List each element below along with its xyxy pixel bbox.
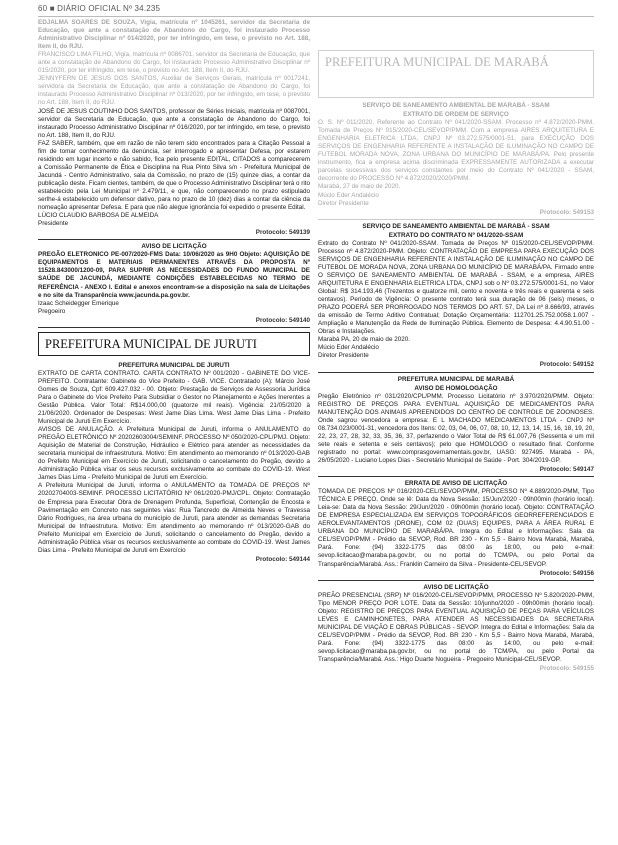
municipality-title-box: PREFEITURA MUNICIPAL DE JURUTI [38, 332, 310, 356]
signatory-role: Presidente [38, 220, 69, 228]
protocol-label: Protocolo: 549152 [539, 361, 594, 369]
faded-notice-2: FRANCISCO LIMA FILHO, Vigia, matrícula nº 0086701, servidor da Secretaria de Educação, que ante a constatação de Abandono do Cargo, foi instaurado Processo Administrativo Disciplinar nº 015/2020, por ter infringido, em tese, o previsto no Art. 188, Item II, do RJU. [38, 51, 310, 75]
left-column [38, 19, 310, 566]
edital-paragraph: FAZ SABER, também, que em razão de não terem sido encontrados para a Citação Pessoal a fim de tomar conhecimento da denúncia, ser interrogado e apresentar Defesa, por estarem residindo em lugar incerto e não sabido, fica pelo presente EDITAL, CITADOS a comparecerem a Comissão Permanente de Ética e Disciplina na Rua Pinto Silva s/n - Prefeitura Municipal de Jacundá - Centro Administrativo, sala da Comissão, no prazo de (15) quinze dias, a contar da publicação deste. Ficam cientes, também, de que o Processo Administrativo Disciplinar terá o rito estabelecido pela Lei Municipal nº 2.479/11, e que, não comparecendo no prazo estipulado serlhe-á estabelecido um defensor dativo, para no prazo de 10 (dez) dias a contar da ciência da nomeação apresentar Defesa. E para que não alegue ignorância foi expedido o presente Edital. [38, 139, 310, 212]
pregao-paragraph: PREGÃO ELETRONICO PE-007/2020-FMS Data: 10/06/2020 as 9H0 Objeto: AQUISIÇÃO DE EQUIPAMENTOS E MATERIAIS PERMANENTES ATRAVÉS DA PROPOSTA Nº 11528.843000/1200-09, PARA SUPRIR AS NECESSIDADES DO FUNDO MUNICIPAL DE SAÚDE DE JACUNDÁ, MEDIANTE CONDIÇÕES ESTABELECIDAS NO TERMO DE REFERÊNCIA - ANEXO I. Edital e anexos encontram-se a disposição na sala de Licitações e no site da Transparência www.jacunda.pa.gov.br. [38, 251, 310, 299]
notice-paragraph: JOSÉ DE JESUS COUTINHO DOS SANTOS, professor de Séries Iniciais, matrícula nº 0087001, servidor da Secretaria de Educação, que ante a constatação de Abandono do Cargo, foi instaurado Processo Administrativo Disciplinar nº 016/2020, por ter infringido, em tese, o previsto no Art. 188, Item II, do RJU. [38, 107, 310, 139]
section-subheading: AVISO DE HOMOLOGAÇÃO [414, 384, 498, 392]
protocol-divider [38, 327, 310, 328]
extrato-paragraph: Extrato do Contrato Nº 041/2020-SSAM. Tomada de Preços Nº 015/2020-CEL/SEVOP/PMM. Processo nº 4.872/2020-PMM. Objeto: CONTRATAÇÃO DE EMPRESA PARA EXECUÇÃO DOS SERVIÇOS DE ENGENHARIA REFERENTE A INSTALAÇÃO DE ILUMINAÇÃO NO CAMPO DE FUTEBOL DE MORADA NOVA, ZONA URBANA DO MUNICÍPIO DE MARABÁ/PA. Firmado entre O SERVIÇO DE SANEAMENTO AMBIENTAL DE MARABÁ - SSAM, e a empresa, AIRES ARQUITETURA E ENGENHARIA ELETRICA LTDA, CNPJ sob o Nº 03.272.575/0001-51, no Valor Global: R$ 314.193,46 (Trezentos e quatorze mil, cento e noventa e três reais e quarenta e seis centavos). Período de Vigência: O presente contrato terá sua duração de 06 (seis) meses, o PRAZO PODERÁ SER PRORROGADO NOS TERMOS DO ART. 57, DA Lei nº 8.666/93, através da emissão de Termo Aditivo Contratual; Dotação Orçamentária: 112701.25.752.0058.1.007 - Ampliação e Manutenção da Rede de Iluminação Pública. Elemento de Despesa: 4.4.90.51.00 - Obras e Instalações. [318, 239, 594, 336]
protocol-label: Protocolo: 549144 [255, 555, 310, 563]
signatory-name: Izaac Scheidegger Emerique [38, 299, 119, 307]
protocol-divider [318, 219, 594, 220]
municipality-title-box: PREFEITURA MUNICIPAL DE MARABÁ [318, 50, 594, 98]
signatory-role: Pregoeiro [38, 307, 66, 315]
section-heading: AVISO DE LICITAÇÃO [141, 243, 207, 251]
faded-notice-1: EDJALMA SOARES DE SOUZA, Vigia, matrícula nº 1045261, servidor da Secretaria de Educação, que ante a constatação de Abandono do Cargo, foi instaurado Processo Administrativo Disciplinar nº 014/2020, por ter infringido, em tese, o previsto no Art. 188, Item II, do RJU. [38, 19, 310, 51]
protocol-divider [318, 580, 594, 581]
protocol-label: Protocolo: 549140 [255, 316, 310, 324]
protocol-label: Protocolo: 549153 [539, 208, 594, 216]
faded-heading: SERVIÇO DE SANEAMENTO AMBIENTAL DE MARABÁ - SSAM [362, 102, 550, 109]
protocol-label: Protocolo: 549147 [539, 466, 594, 474]
page-header: 60 ■ DIÁRIO OFICIAL Nº 34.235 [38, 4, 161, 13]
section-heading: PREFEITURA MUNICIPAL DE MARABÁ [397, 375, 515, 383]
right-column [318, 101, 594, 675]
faded-signatory: Múcio Eder Andalécio [318, 191, 379, 199]
carta-contrato-paragraph: EXTRATO DE CARTA CONTRATO. CARTA CONTRATO Nº 001/2020 - GABINETE DO VICE-PREFEITO. Contratante: Gabinete do Vice Prefeito - GAB. VICE. Contratado (A): Márcio José Gomes de Souza, Cpf: 609.427.032 - 00. Objeto: Prestação de Serviços de Assessoria Jurídica Para o Gabinete do Vice Prefeito Para Subsidiar o Gestor no Planejamento e Ações Inerentes a Gestão Pública. Valor Total: R$14.000,00 (quatorze mil reais). Vigência: 21/05/2020 à 21/06/2020. Ordenador de Despesas: West Jame Dias Lima. West Jame Dias Lima - Prefeito Municipal de Juruti Em Exercício. [38, 369, 310, 426]
date-line: Marabá PA, 20 de maio de 2020. [318, 336, 410, 344]
errata-paragraph: TOMADA DE PREÇOS Nº 016/2020-CEL/SEVOP/PMM, PROCESSO Nº 4.889/2020-PMM, Tipo TÉCNICA E PREÇO. Onde se lê: Data da Nova Sessão: 15/Jun/2020 - 09h00min (horário local). Leia-se: Data da Nova Sessão: 29/Jun/2020 - 09h00min (horário local). Objeto: CONTRATAÇÃO DE EMPRESA ESPECIALIZADA EM SERVIÇOS TOPOGRÁFICOS GEORREFERENCIADOS E AEROLEVANTAMENTOS (DRONE), COM 02 (DUAS) EQUIPES, PARA A ÁREA RURAL E URBANA DO MUNICÍPIO DE MARABÁ/PA. Integra do Edital e Informações: Sala da CEL/SEVOP/PMM - Prédio da SEVOP, Rod. BR 230 - Km 5,5 - Bairro Nova Marabá, Marabá, Pará. Fone: (94) 3322-1775 das 08:00 às 18:00, ou pelo e-mail: sevop.licitacao@maraba.pa.gov.br, ou no portal do TCM/PA, ou pelo Portal da Transparência/Marabá. Ass.: Franklin Carneiro da Silva - Presidente-CEL/SEVOP. [318, 488, 594, 568]
section-heading: AVISO DE LICITAÇÃO [423, 583, 489, 591]
signatory-name: Múcio Eder Andalécio [318, 344, 379, 352]
faded-role: Diretor Presidente [318, 199, 369, 207]
protocol-divider [318, 372, 594, 373]
protocol-label: Protocolo: 549155 [539, 665, 594, 673]
faded-paragraph: O. S. Nº 011/2020. Referente ao Contrato Nº 041/2020-SSAM. Processo nº 4.872/2020-PMM. Tomada de Preços Nº 015/2020-CEL/SEVOP/PMM. Com a empresa AIRES ARQUITETURA E ENGENHARIA ELETRICA LTDA, CNPJ Nº 03.272.575/0001-51, para EXECUÇÃO DOS SERVIÇOS DE ENGENHARIA REFERENTE A INSTALAÇÃO DE ILUMINAÇÃO NO CAMPO DE FUTEBOL MORADA NOVA, ZONA URBANA DO MUNICÍPIO DE MARABÁ/PA. Pelo presente instrumento, fica a empresa acima discriminada EXPRESSAMENTE AUTORIZADA a executar parcelas sucessivas dos serviços constantes por meio do Contrato Nº 041/2020 - SSAM, decorrente do PROCESSO Nº 4.872/2020/2020/PMM. [318, 119, 594, 183]
section-heading: SERVIÇO DE SANEAMENTO AMBIENTAL DE MARABÁ - SSAM [362, 222, 550, 230]
pregao-presencial-paragraph: PREÃO PRESENCIAL (SRP) Nº 016/2020-CEL/SEVOP/PMM, PROCESSO Nº 5.820/2020-PMM, Tipo MENOR PREÇO POR LOTE. Data da Sessão: 10/junho/2020 - 09h00min (horário local). Objeto: REGISTRO DE PREÇOS PARA EVENTUAL AQUISIÇÃO DE PEÇAS PARA VEÍCULOS LEVES E CAMINHONETES, PARA ATENDER AS NECESSIDADES DA SECRETARIA MUNICIPAL DE VIAÇÃO E OBRAS PÚBLICAS - SEVOP. Integra do Edital e Informações: Sala da CEL/SEVOP/PMM - Prédio da SEVOP, Rod. BR 230 - Km 5,5 - Bairro Nova Marabá, Marabá, Pará. Fone: (94) 3322-1775 das 08:00 às 14:00, ou pelo e-mail: sevop.licitacao@maraba.pa.gov.br, ou no portal do TCM/PA, ou pelo Portal da Transparência/Marabá. Ass.: Higo Duarte Nogueira - Pregoeiro Municipal-CEL/SEVOP. [318, 591, 594, 664]
section-heading: ERRATA DE AVISO DE LICITAÇÃO [404, 480, 508, 488]
protocol-divider [318, 476, 594, 477]
section-heading: PREFEITURA MUNICIPAL DE JURUTI [118, 361, 230, 369]
homologacao-paragraph: Pregão Eletrônico nº 031/2020/CPL/PMM. Processo Licitatório nº 3.970/2020/PMM. Objeto: REGISTRO DE PREÇOS PARA EVENTUAL AQUISIÇÃO DE MEDICAMENTOS PARA MANUTENÇÃO DOS ANIMAIS APREENDIDOS DO CENTRO DE CONTROLE DE ZOONOSES. Onde sagrou vencedora a empresa: E L MACHADO MEDICAMENTOS LTDA - CNPJ Nº 08.734.023/0001-31, vencedora dos Itens: 02, 03, 04, 06, 07, 08, 10, 12, 13, 14, 15, 16, 18, 19, 20, 22, 23, 27, 28, 32, 33, 35, 36, 37, perfazendo o Valor Total de R$ 61.007,76 (Sessenta e um mil sete reais e setenta e seis centavos); pelo que HOMOLOGO o resultado final. Conforme registrado no portal: www.comprasgovernamentais.gov.br, UASG: 927495. Marabá - PA, 26/05/2020 - Luciano Lopes Dias - Secretário Municipal de Saúde - Port. 304/2019-GP. [318, 392, 594, 464]
signatory-role: Diretor Presidente [318, 352, 369, 360]
anulacao-paragraph: AVISOS DE ANULAÇÃO. A Prefeitura Municipal de Juruti, informa o ANULAMENTO do PREGÃO ELETRÔNICO Nº 20202603004/SEMINF. PROCESSO Nº 050/2020-CPL/PMJ. Objeto: Aquisição de Material de Construção, Hidráulico e Elétrico para atender as necessidades da secretaria municipal de infraestrutura. Motivo: Em atendimento ao memorando nº 013/2020-GAB do Prefeito Municipal em Exercício de Juruti, solicitando o cancelamento do Pregão, devido a Administração Pública visar os seus recursos exclusivamente ao combate do COVID-19. West James Dias Lima - Prefeito Municipal de Juruti em Exercício. [38, 426, 310, 482]
header-divider [38, 16, 594, 17]
faded-date: Marabá, 27 de maio de 2020. [318, 183, 401, 191]
signatory-name: LÚCIO CLAUDIO BARBOSA DE ALMEIDA [38, 212, 159, 220]
protocol-label: Protocolo: 549139 [255, 229, 310, 237]
faded-heading: EXTRATO DE ORDEM DE SERVIÇO [403, 111, 509, 119]
section-subheading: EXTRATO DO CONTRATO Nº 041/2020-SSAM [388, 231, 524, 239]
faded-notice-3: JENNYFERN DE JESUS DOS SANTOS, Auxiliar de Serviços Gerais, matrícula nº 0017241, servidora da Secretaria de Educação, que ante a constatação de Abandono do Cargo, foi instaurado Processo Administrativo Disciplinar nº 013/2020, por ter infringido, em tese, o previsto no Art. 188, Item II, do RJU. [38, 75, 310, 107]
protocol-divider [38, 239, 310, 240]
protocol-label: Protocolo: 549156 [539, 569, 594, 577]
anulacao-tp-paragraph: A Prefeitura Municipal de Juruti, informa o ANULAMENTO da TOMADA DE PREÇOS Nº 20202704003-SEMINF. PROCESSO LICITATÓRIO Nº 061/2020-PMJ/CPL. Objeto: Contratação de Empresa para Executar Obra de Drenagem Profunda, Superficial, Contenção de Encosta e Pavimentação em Concreto nas seguintes vias: Rua Tancredo de Almeida Neves e Travessa Dário Rodrigues, na área urbana do município de Juruti, para atender as demandas Secretaria Municipal de Infraestrutura. Motivo: Em atendimento ao memorando nº 013/2020-GAB do Prefeito Municipal em Exercício de Juruti, solicitando o cancelamento do Pregão, devido a Administração Pública visar os recursos exclusivamente ao combate do COVID-19. West James Dias Lima - Prefeito Municipal de Juruti em Exercício [38, 482, 310, 554]
